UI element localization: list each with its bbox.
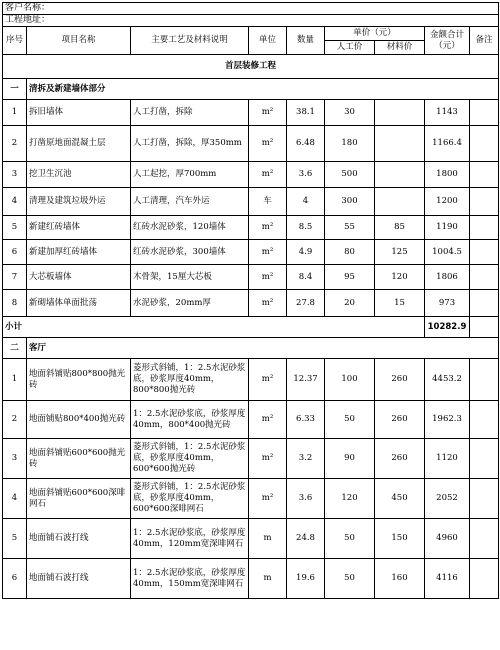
row-total: 973 bbox=[425, 290, 470, 317]
row-quantity: 6.33 bbox=[287, 401, 325, 439]
col-header-unit: 单位 bbox=[249, 27, 287, 55]
section-number: 一 bbox=[3, 79, 27, 100]
row-unit: m² bbox=[249, 100, 287, 126]
row-quantity: 4.9 bbox=[287, 240, 325, 265]
table-row bbox=[3, 162, 499, 188]
row-description: 1：2.5水泥砂浆底，砂浆厚度40mm，800*400抛光砖 bbox=[131, 401, 249, 439]
row-labor-price: 180 bbox=[325, 126, 375, 162]
subtotal-value: 10282.9 bbox=[425, 317, 470, 338]
row-labor-price: 90 bbox=[325, 439, 375, 479]
col-header-note: 备注 bbox=[470, 27, 499, 55]
table-row bbox=[3, 100, 499, 126]
row-no: 2 bbox=[3, 401, 27, 439]
section-header bbox=[3, 338, 499, 359]
row-labor-price: 300 bbox=[325, 188, 375, 216]
row-no: 1 bbox=[3, 359, 27, 401]
row-labor-price: 80 bbox=[325, 240, 375, 265]
table-row bbox=[3, 126, 499, 162]
row-unit: m bbox=[249, 519, 287, 559]
row-note bbox=[470, 519, 499, 559]
row-unit: m² bbox=[249, 265, 287, 290]
row-item-name: 地面斜铺贴600*600抛光砖 bbox=[27, 439, 131, 479]
row-no: 8 bbox=[3, 290, 27, 317]
row-unit: m² bbox=[249, 359, 287, 401]
row-note bbox=[470, 126, 499, 162]
table-row bbox=[3, 216, 499, 240]
row-unit: m² bbox=[249, 439, 287, 479]
row-description: 木骨架，15厘大芯板 bbox=[131, 265, 249, 290]
row-description: 1：2.5水泥砂浆底，砂浆厚度40mm，120mm宽深啡网石 bbox=[131, 519, 249, 559]
col-header-total: 金额合计（元） bbox=[425, 27, 470, 55]
row-unit: m² bbox=[249, 290, 287, 317]
row-note bbox=[470, 216, 499, 240]
row-item-name: 挖卫生沉池 bbox=[27, 162, 131, 188]
row-material-price: 150 bbox=[375, 519, 425, 559]
row-note bbox=[470, 359, 499, 401]
row-note bbox=[470, 188, 499, 216]
row-total: 1004.5 bbox=[425, 240, 470, 265]
row-note bbox=[470, 240, 499, 265]
row-total: 1143 bbox=[425, 100, 470, 126]
row-note bbox=[470, 439, 499, 479]
row-unit: m bbox=[249, 559, 287, 599]
row-item-name: 新建加厚红砖墙体 bbox=[27, 240, 131, 265]
row-no: 7 bbox=[3, 265, 27, 290]
table-row bbox=[3, 519, 499, 559]
row-no: 5 bbox=[3, 519, 27, 559]
row-item-name: 地面铺石波打线 bbox=[27, 519, 131, 559]
col-header-item: 项目名称 bbox=[27, 27, 131, 55]
section-header bbox=[3, 79, 499, 100]
row-description: 人工清理，汽车外运 bbox=[131, 188, 249, 216]
row-item-name: 打凿原地面混凝土层 bbox=[27, 126, 131, 162]
row-labor-price: 30 bbox=[325, 100, 375, 126]
table-row bbox=[3, 401, 499, 439]
row-material-price: 160 bbox=[375, 559, 425, 599]
row-material-price: 260 bbox=[375, 439, 425, 479]
customer-name-label: 客户名称： bbox=[3, 3, 499, 15]
row-labor-price: 120 bbox=[325, 479, 375, 519]
table-row bbox=[3, 265, 499, 290]
row-item-name: 地面斜铺贴600*600深啡网石 bbox=[27, 479, 131, 519]
row-item-name: 新砌墙体单面批荡 bbox=[27, 290, 131, 317]
row-total: 1120 bbox=[425, 439, 470, 479]
row-total: 1200 bbox=[425, 188, 470, 216]
row-total: 1800 bbox=[425, 162, 470, 188]
row-unit: 车 bbox=[249, 188, 287, 216]
row-labor-price: 100 bbox=[325, 359, 375, 401]
table-row bbox=[3, 559, 499, 599]
row-quantity: 38.1 bbox=[287, 100, 325, 126]
subtotal-note bbox=[470, 317, 499, 338]
row-quantity: 24.8 bbox=[287, 519, 325, 559]
row-quantity: 12.37 bbox=[287, 359, 325, 401]
subtotal-label: 小计 bbox=[3, 317, 425, 338]
row-no: 4 bbox=[3, 479, 27, 519]
table-row bbox=[3, 290, 499, 317]
row-material-price: 450 bbox=[375, 479, 425, 519]
table-row bbox=[3, 188, 499, 216]
row-labor-price: 20 bbox=[325, 290, 375, 317]
row-material-price: 15 bbox=[375, 290, 425, 317]
row-no: 3 bbox=[3, 439, 27, 479]
row-no: 6 bbox=[3, 559, 27, 599]
row-material-price: 120 bbox=[375, 265, 425, 290]
quotation-table bbox=[2, 2, 499, 599]
row-note bbox=[470, 100, 499, 126]
row-total: 1190 bbox=[425, 216, 470, 240]
row-note bbox=[470, 265, 499, 290]
row-description: 1：2.5水泥砂浆底，砂浆厚度40mm，150mm宽深啡网石 bbox=[131, 559, 249, 599]
row-labor-price: 50 bbox=[325, 519, 375, 559]
row-quantity: 3.6 bbox=[287, 479, 325, 519]
row-item-name: 新建红砖墙体 bbox=[27, 216, 131, 240]
row-description: 水泥砂浆，20mm厚 bbox=[131, 290, 249, 317]
row-quantity: 19.6 bbox=[287, 559, 325, 599]
row-item-name: 地面铺石波打线 bbox=[27, 559, 131, 599]
row-description: 菱形式斜铺，1：2.5水泥砂浆底，砂浆厚度40mm，600*600深啡网石 bbox=[131, 479, 249, 519]
row-note bbox=[470, 162, 499, 188]
row-quantity: 4 bbox=[287, 188, 325, 216]
row-material-price bbox=[375, 162, 425, 188]
row-total: 1806 bbox=[425, 265, 470, 290]
section-living-room bbox=[3, 338, 499, 599]
row-no: 1 bbox=[3, 100, 27, 126]
row-unit: m² bbox=[249, 162, 287, 188]
row-labor-price: 50 bbox=[325, 401, 375, 439]
section-title: 客厅 bbox=[27, 338, 499, 359]
table-row bbox=[3, 240, 499, 265]
col-header-desc: 主要工艺及材料说明 bbox=[131, 27, 249, 55]
section-title: 清拆及新建墙体部分 bbox=[27, 79, 499, 100]
row-unit: m² bbox=[249, 216, 287, 240]
subtotal-row bbox=[3, 317, 499, 338]
table-row bbox=[3, 479, 499, 519]
row-material-price: 125 bbox=[375, 240, 425, 265]
quotation-sheet bbox=[2, 2, 498, 599]
row-total: 1166.4 bbox=[425, 126, 470, 162]
row-note bbox=[470, 290, 499, 317]
col-header-price: 单价（元） bbox=[325, 27, 425, 41]
row-item-name: 大芯板墙体 bbox=[27, 265, 131, 290]
row-total: 4453.2 bbox=[425, 359, 470, 401]
row-unit: m² bbox=[249, 401, 287, 439]
row-quantity: 3.2 bbox=[287, 439, 325, 479]
row-note bbox=[470, 401, 499, 439]
row-quantity: 8.4 bbox=[287, 265, 325, 290]
row-no: 2 bbox=[3, 126, 27, 162]
row-total: 4116 bbox=[425, 559, 470, 599]
row-total: 2052 bbox=[425, 479, 470, 519]
row-description: 人工打凿，拆除 bbox=[131, 100, 249, 126]
site-address-label: 工程地址： bbox=[3, 15, 499, 27]
table-row bbox=[3, 439, 499, 479]
section-number: 二 bbox=[3, 338, 27, 359]
row-quantity: 6.48 bbox=[287, 126, 325, 162]
row-labor-price: 50 bbox=[325, 559, 375, 599]
row-labor-price: 95 bbox=[325, 265, 375, 290]
row-material-price: 260 bbox=[375, 359, 425, 401]
col-header-no: 序号 bbox=[3, 27, 27, 55]
row-note bbox=[470, 479, 499, 519]
row-quantity: 3.6 bbox=[287, 162, 325, 188]
row-total: 4960 bbox=[425, 519, 470, 559]
row-quantity: 27.8 bbox=[287, 290, 325, 317]
row-description: 人工打凿，拆除，厚350mm bbox=[131, 126, 249, 162]
col-header-qty: 数量 bbox=[287, 27, 325, 55]
row-labor-price: 500 bbox=[325, 162, 375, 188]
row-material-price bbox=[375, 126, 425, 162]
row-item-name: 地面斜铺贴800*800抛光砖 bbox=[27, 359, 131, 401]
row-description: 菱形式斜铺，1：2.5水泥砂浆底，砂浆厚度40mm，600*600抛光砖 bbox=[131, 439, 249, 479]
floor-title: 首层装修工程 bbox=[3, 55, 499, 79]
row-description: 人工起挖，厚700mm bbox=[131, 162, 249, 188]
row-unit: m² bbox=[249, 240, 287, 265]
row-unit: m² bbox=[249, 126, 287, 162]
row-description: 菱形式斜铺，1：2.5水泥砂浆底，砂浆厚度40mm，800*800抛光砖 bbox=[131, 359, 249, 401]
row-description: 红砖水泥砂浆，120墙体 bbox=[131, 216, 249, 240]
row-no: 3 bbox=[3, 162, 27, 188]
row-material-price: 260 bbox=[375, 401, 425, 439]
row-quantity: 8.5 bbox=[287, 216, 325, 240]
row-item-name: 地面铺贴800*400抛光砖 bbox=[27, 401, 131, 439]
row-no: 5 bbox=[3, 216, 27, 240]
col-header-material: 材料价 bbox=[375, 41, 425, 55]
col-header-labor: 人工价 bbox=[325, 41, 375, 55]
row-total: 1962.3 bbox=[425, 401, 470, 439]
row-material-price: 85 bbox=[375, 216, 425, 240]
row-unit: m² bbox=[249, 479, 287, 519]
row-item-name: 拆旧墙体 bbox=[27, 100, 131, 126]
row-no: 6 bbox=[3, 240, 27, 265]
row-item-name: 清理及建筑垃圾外运 bbox=[27, 188, 131, 216]
row-material-price bbox=[375, 188, 425, 216]
row-no: 4 bbox=[3, 188, 27, 216]
row-description: 红砖水泥砂浆，300墙体 bbox=[131, 240, 249, 265]
section-demolition bbox=[3, 79, 499, 338]
table-row bbox=[3, 359, 499, 401]
row-note bbox=[470, 559, 499, 599]
row-labor-price: 55 bbox=[325, 216, 375, 240]
row-material-price bbox=[375, 100, 425, 126]
